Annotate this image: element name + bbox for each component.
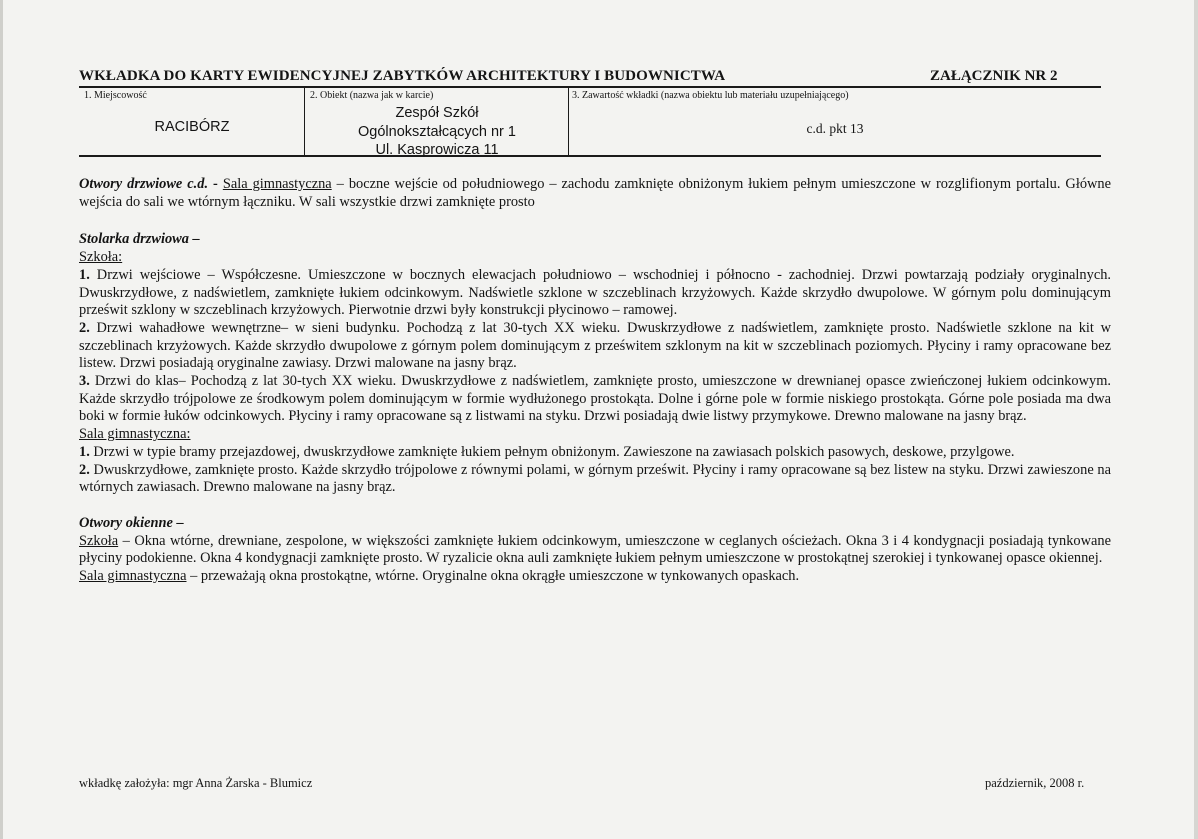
list-item xyxy=(79,462,1111,497)
object-label: 2. Obiekt (nazwa jak w karcie) xyxy=(310,90,434,101)
gym-label: Sala gimnastyczna xyxy=(79,568,187,585)
list-item xyxy=(79,320,1111,373)
contents-label: 3. Zawartość wkładki (nazwa obiektu lub materiału uzupełniającego) xyxy=(572,90,849,101)
item-text: Drzwi w typie bramy przejazdowej, dwuskrzydłowe zamknięte łukiem pełnym obniżonym. Zawieszone na zawiasach polskich pasowych, deskowe, przylgowe. xyxy=(89,443,1015,460)
object-line: Zespół Szkół xyxy=(395,105,479,121)
scan-edge-left xyxy=(0,0,3,839)
object-value xyxy=(306,104,568,160)
author-line: wkładkę założyła: mgr Anna Żarska - Blumicz xyxy=(79,776,313,790)
gym-windows-paragraph xyxy=(79,568,1111,586)
heading-dash: - xyxy=(208,176,223,192)
paragraph-text: – przeważają okna prostokątne, wtórne. Oryginalne okna okrągłe umieszczone w tynkowanych opaskach. xyxy=(186,568,800,585)
item-number: 2. xyxy=(79,319,90,336)
item-text: Dwuskrzydłowe, zamknięte prosto. Każde skrzydło trójpolowe z równymi polami, w górnym prześwit. Płyciny i ramy opracowane są bez listew na styku. Drzwi zawieszone na wtórnych zawiasach. Drewno malowane na jasny brąz. xyxy=(79,461,1111,496)
appendix-number: ZAŁĄCZNIK NR 2 xyxy=(930,68,1058,84)
door-openings-paragraph xyxy=(79,176,1111,211)
section-heading: Stolarka drzwiowa – xyxy=(79,231,200,248)
list-item xyxy=(79,444,1111,462)
document-title: WKŁADKA DO KARTY EWIDENCYJNEJ ZABYTKÓW ARCHITEKTURY I BUDOWNICTWA xyxy=(79,68,726,84)
school-label: Szkoła: xyxy=(79,249,123,266)
item-number: 1. xyxy=(79,443,90,460)
section-heading: Otwory okienne – xyxy=(79,514,184,531)
header-rule-top xyxy=(79,86,1101,88)
item-text: Drzwi wejściowe – Współczesne. Umieszczone w bocznych elewacjach południowo – wschodniej i północno - zachodniej. Drzwi powtarzają podziały oryginalnych. Dwuskrzydłowe, z nadświetlem, zamknięte łukiem odcinkowym. Nadświetle szklone w szczeblinach krzyżowych. Każde skrzydło dwupolowe. W górnym polu dominującym prześwit szklony w szczeblinach krzyżowych. Pierwotnie drzwi były konstrukcji płycinowo – ramowej. xyxy=(79,266,1111,319)
scan-edge-right xyxy=(1194,0,1198,839)
section-heading: Otwory drzwiowe c.d. xyxy=(79,176,209,192)
item-number: 2. xyxy=(79,461,90,478)
locality-value: RACIBÓRZ xyxy=(154,119,230,135)
item-number: 3. xyxy=(79,373,90,390)
locality-label: 1. Miejscowość xyxy=(84,90,147,101)
school-label: Szkoła xyxy=(79,532,119,549)
header-rule-bottom xyxy=(79,155,1101,157)
document-body xyxy=(79,176,1111,586)
contents-value: c.d. pkt 13 xyxy=(806,121,864,136)
paragraph-text: – Okna wtórne, drewniane, zespolone, w większości zamknięte łukiem odcinkowym, umieszczone w ceglanych ościeżach. Okna 3 i 4 kondygnacji posiadają tynkowane płyciny podokienne. Okna 4 kondygnacji zamknięte prosto. W ryzalicie okna auli zamknięte łukiem pełnym umieszczone w prostokątnej szerokiej i tynkowanej opasce okiennej. xyxy=(79,532,1111,567)
column-divider-2 xyxy=(568,87,569,155)
gym-label: Sala gimnastyczna: xyxy=(79,426,191,443)
school-windows-paragraph xyxy=(79,533,1111,568)
item-text: Drzwi wahadłowe wewnętrzne– w sieni budynku. Pochodzą z lat 30-tych XX wieku. Dwuskrzydłowe z nadświetlem, zamknięte prosto. Nadświetle szklone na kit w szczeblinach krzyżowych. Każde skrzydło dwupolowe z górnym polem dominującym z prześwitem szklonym na kit w szczeblinach poziomych. Płyciny i ramy opracowane bez listew. Drzwi posiadają oryginalne zawiasy. Drzwi malowane na jasny brąz. xyxy=(79,319,1111,372)
list-item xyxy=(79,267,1111,320)
object-line: Ogólnokształcących nr 1 xyxy=(358,123,516,140)
paragraph-text: – boczne wejście od południowego – zachodu zamknięte obniżonym łukiem pełnym umieszczone w rozglifionym portalu. Główne wejścia do sali we wtórnym łączniku. W sali wszystkie drzwi zamknięte prosto xyxy=(79,176,1111,210)
list-item xyxy=(79,373,1111,426)
item-number: 1. xyxy=(79,266,90,283)
item-text: Drzwi do klas– Pochodzą z lat 30-tych XX wieku. Dwuskrzydłowe z nadświetlem, zamknięte prosto, umieszczone w drewnianej opasce zwieńczonej łukiem odcinkowym. Każde skrzydło trójpolowe ze środkowym polem dominującym w formie wydłużonego prostokąta. Dolne i górne pole w formie niskiego prostokąta. Górne pole posiada ma dwa boki w formie łuków odcinkowych. Płyciny i ramy opracowane są z listwami na styku. Drzwi posiadają dwie listwy przymykowe. Drewno malowane na jasny brąz. xyxy=(79,373,1111,425)
date-line: październik, 2008 r. xyxy=(985,776,1085,790)
column-divider-1 xyxy=(304,87,305,155)
object-line: Ul. Kasprowicza 11 xyxy=(375,142,499,158)
gym-label: Sala gimnastyczna xyxy=(222,176,332,192)
